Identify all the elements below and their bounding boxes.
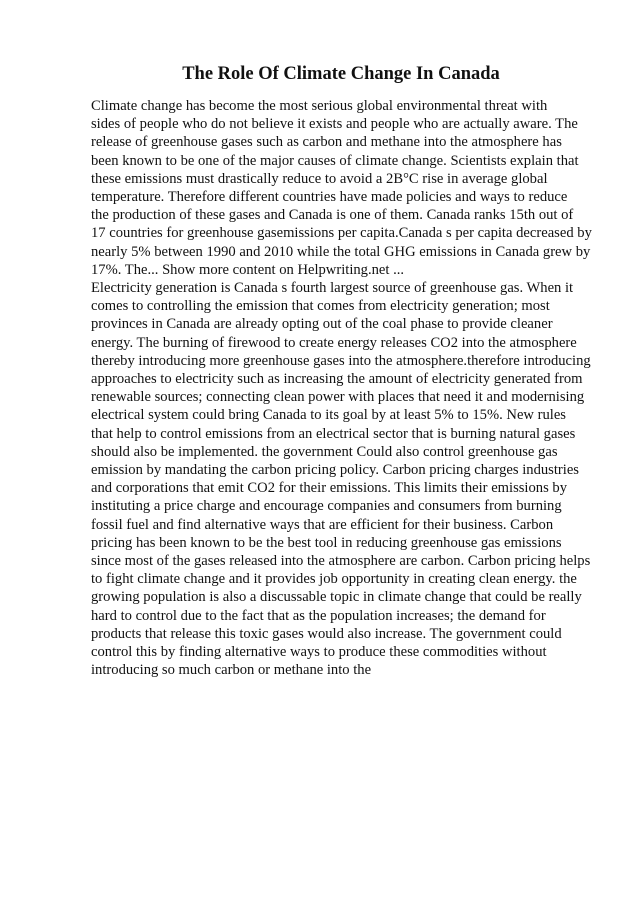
body-text-line: control this by finding alternative ways to produce these commodities without [91,644,547,661]
body-text-line: fossil fuel and find alternative ways that are efficient for their business. Carbon [91,516,554,533]
body-text-line: 17%. The... Show more content on Helpwriting.net ... [91,261,405,278]
body-text-line: energy. The burning of firewood to create energy releases CO2 into the atmosphere [91,334,577,351]
body-text-line: since most of the gases released into the atmosphere are carbon. Carbon pricing helps [91,553,591,570]
body-text-line: and corporations that emit CO2 for their emissions. This limits their emissions by [91,480,568,497]
body-text-line: growing population is also a discussable topic in climate change that could be really [91,589,582,606]
body-text-line: products that release this toxic gases would also increase. The government could [91,625,562,642]
body-text-line: approaches to electricity such as increasing the amount of electricity generated from [91,371,583,388]
body-text-line: these emissions must drastically reduce to avoid a 2B°C rise in average global [91,170,548,187]
body-text-line: been known to be one of the major causes of climate change. Scientists explain that [91,152,579,169]
body-text-line: Electricity generation is Canada s fourth largest source of greenhouse gas. When it [91,280,574,297]
body-text-line: renewable sources; connecting clean power with places that need it and modernising [91,389,585,406]
body-text-line: should also be implemented. the government Could also control greenhouse gas [91,443,558,460]
body-text-line: that help to control emissions from an electrical sector that is burning natural gases [91,425,576,442]
body-text-line: the production of these gases and Canada is one of them. Canada ranks 15th out of [91,207,574,224]
body-text-line: thereby introducing more greenhouse gases into the atmosphere.therefore introducing [91,352,591,369]
body-text-line: to fight climate change and it provides job opportunity in creating clean energy. the [91,571,577,588]
body-text-line: instituting a price charge and encourage companies and consumers from burning [91,498,562,515]
body-text-line: comes to controlling the emission that comes from electricity generation; most [91,298,550,315]
body-text-line: hard to control due to the fact that as the population increases; the demand for [91,607,546,624]
body-text-line: release of greenhouse gases such as carbon and methane into the atmosphere has [91,134,562,151]
body-text-line: electrical system could bring Canada to its goal by at least 5% to 15%. New rules [91,407,566,424]
document-title: The Role Of Climate Change In Canada [182,64,500,84]
body-text-line: provinces in Canada are already opting out of the coal phase to provide cleaner [91,316,553,333]
body-text-line: pricing has been known to be the best tool in reducing greenhouse gas emissions [91,534,562,551]
document-body [91,97,601,680]
body-text-line: 17 countries for greenhouse gasemissions per capita.Canada s per capita decreased by [91,225,592,242]
body-text-line: nearly 5% between 1990 and 2010 while the total GHG emissions in Canada grew by [91,243,591,260]
body-text-line: Climate change has become the most serious global environmental threat with [91,98,548,114]
body-text-line: introducing so much carbon or methane into the [91,662,372,679]
body-text-line: temperature. Therefore different countries have made policies and ways to reduce [91,189,568,206]
body-text-line: sides of people who do not believe it exists and people who are actually aware. The [91,116,578,133]
body-text-line: emission by mandating the carbon pricing policy. Carbon pricing charges industries [91,462,579,479]
